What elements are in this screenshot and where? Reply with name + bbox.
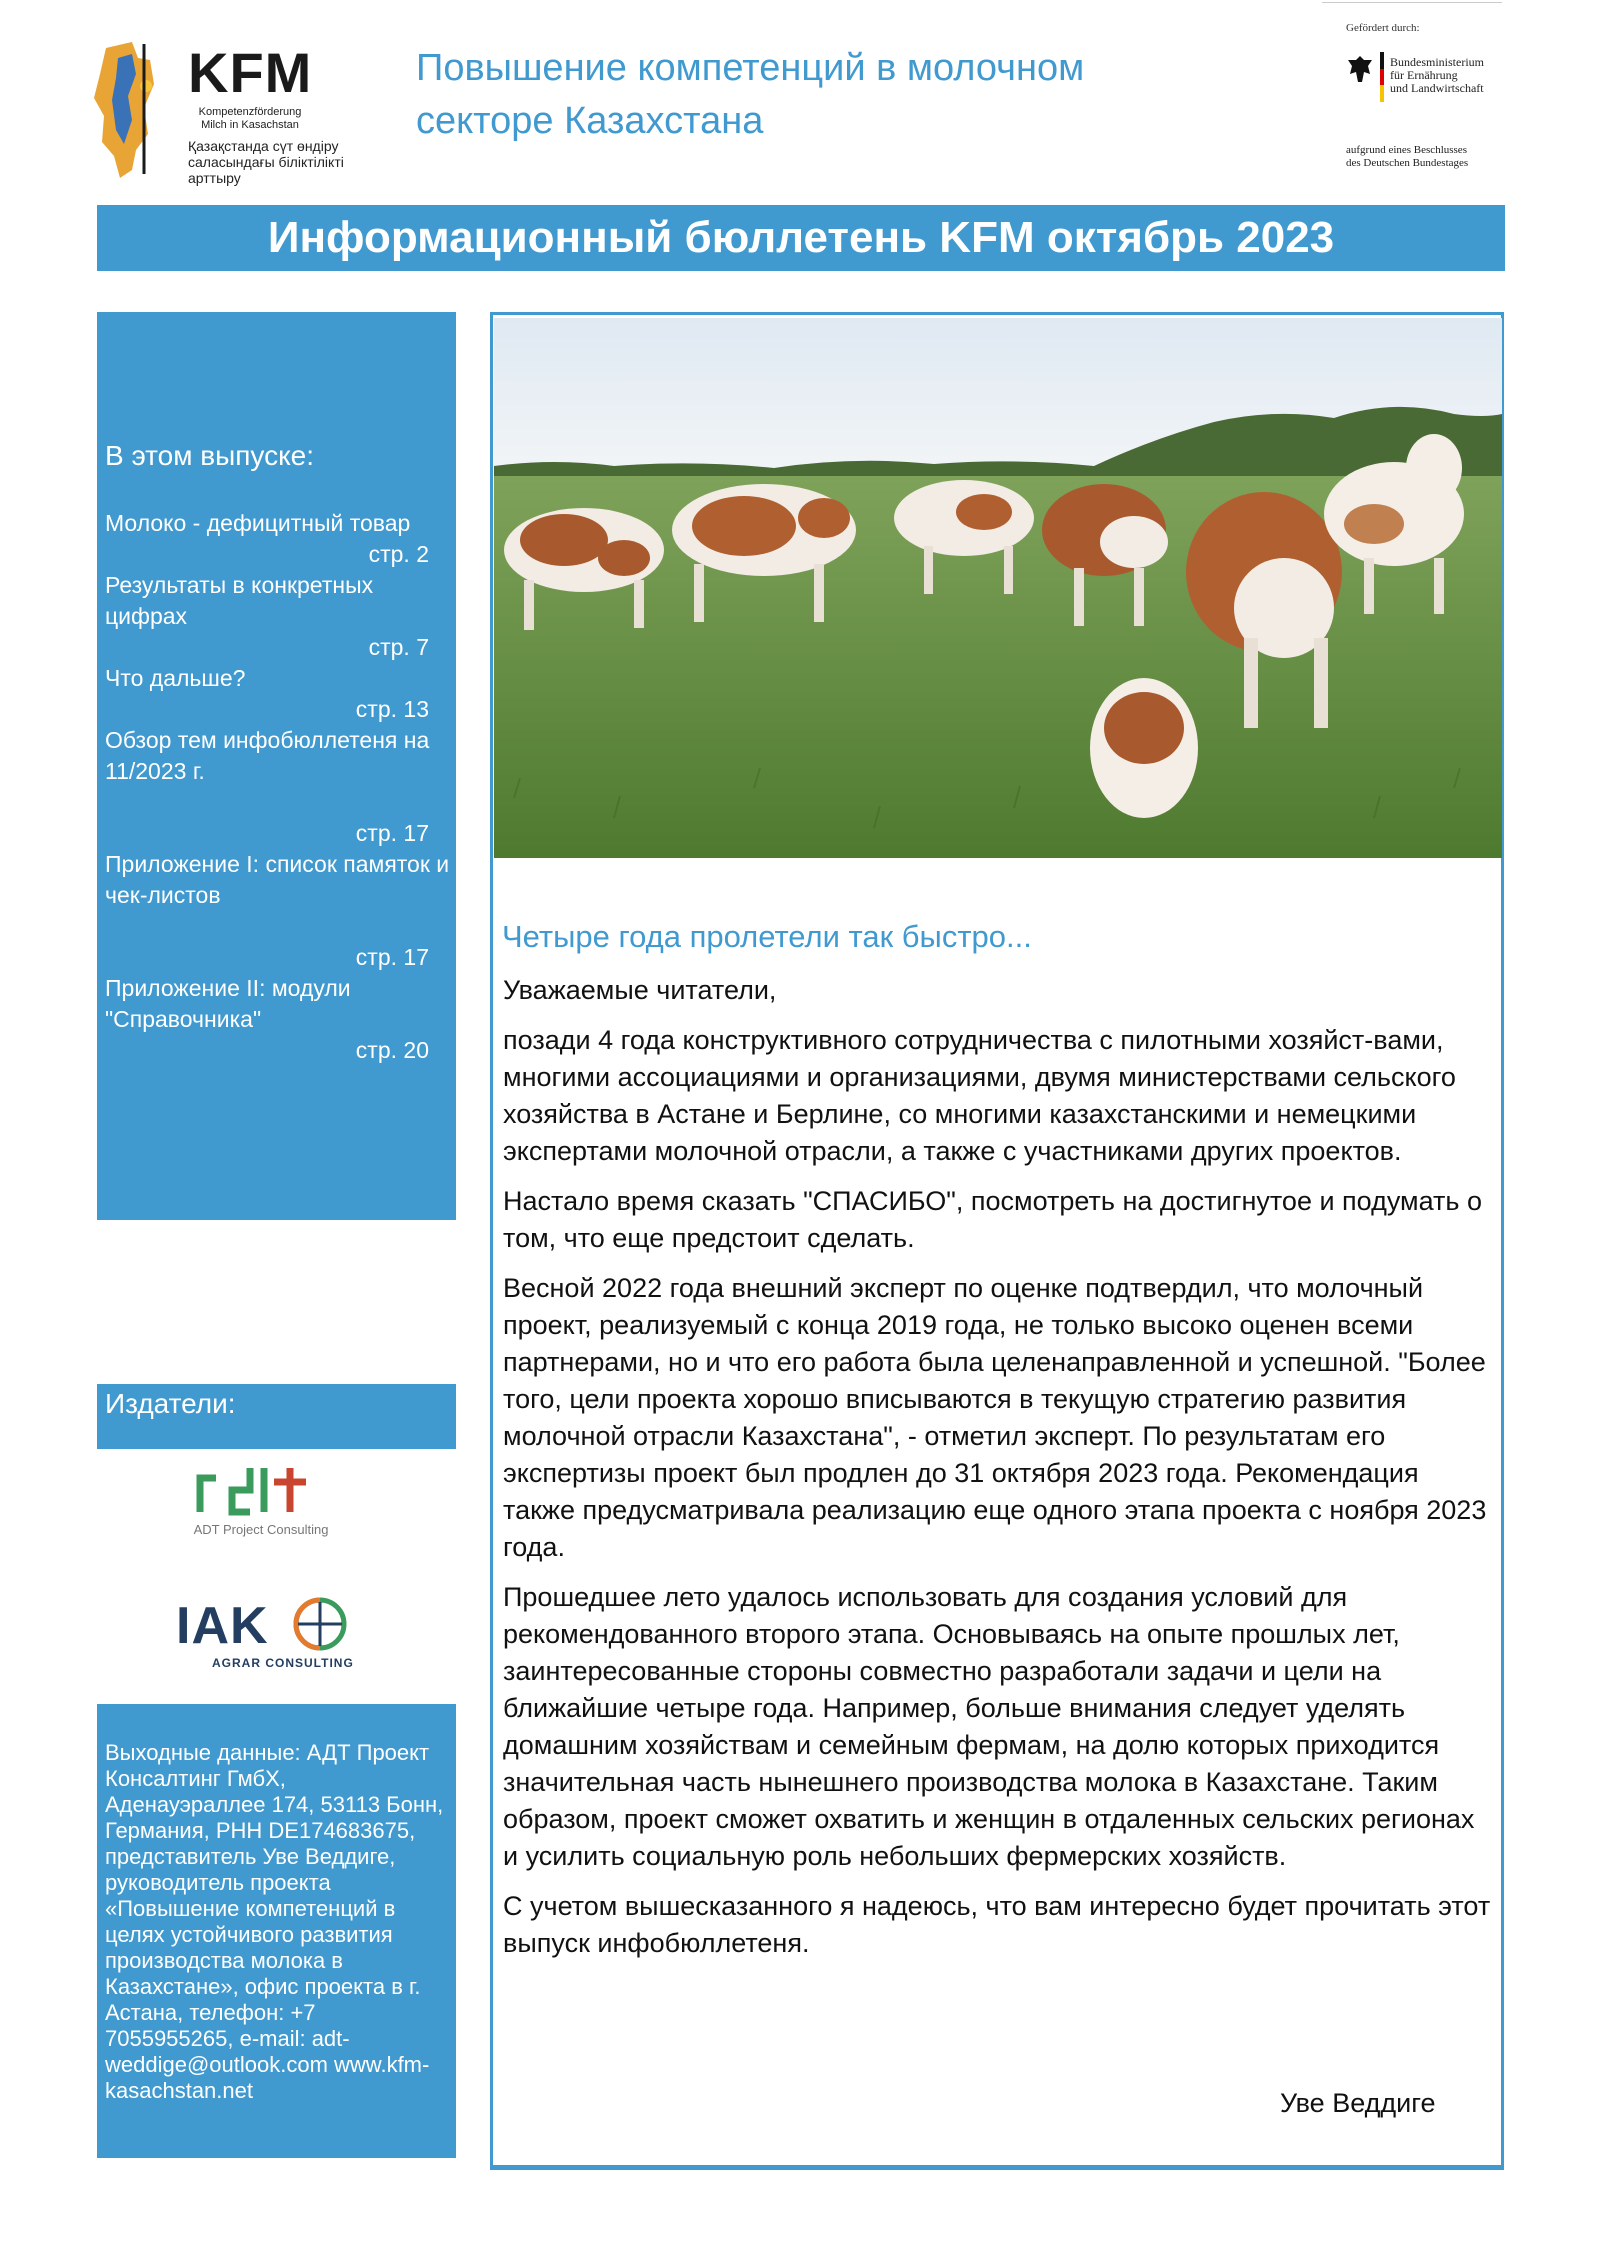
cows-grazing-image [494, 318, 1502, 858]
globe-icon [290, 1594, 350, 1654]
kazakhstan-map-icon [92, 38, 162, 180]
toc-item-title[interactable]: Результаты в конкретных цифрах [105, 572, 374, 629]
federal-eagle-icon [1346, 54, 1374, 84]
article-paragraph: Настало время сказать "СПАСИБО", посмотреть на достигнутое и подумать о том, что еще предстоит сделать. [503, 1186, 1482, 1253]
funder-basis: aufgrund eines Beschlusses des Deutschen Bundestages [1346, 144, 1469, 169]
divider [1322, 2, 1502, 3]
toc-item-title[interactable]: Молоко - дефицитный товар [105, 510, 411, 536]
contents-heading: В этом выпуске: [105, 440, 315, 471]
article-title: Четыре года пролетели так быстро... [502, 919, 1032, 954]
article-paragraph: Весной 2022 года внешний эксперт по оценке подтвердил, что молочный проект, реализуемый с конца 2019 года, не только высоко оценен всеми партнерами, но и что его работа была целенаправленной и успешной. "Более того, цели проекта хорошо вписываются в текущую стратегию развития молочной отрасли Казахстана", - отметил эксперт. По результатам его экспертизы проект был продлен до 31 октября 2023 года. Рекомендация также предусматривала реализацию еще одного этапа проекта с ноября 2023 года. [503, 1273, 1487, 1562]
toc-item-title[interactable]: Приложение I: список памяток и чек-листов [105, 851, 450, 908]
iak-name: IAK [176, 1597, 269, 1655]
article-body [503, 972, 1493, 1975]
iak-logo [176, 1594, 366, 1674]
toc-item-page[interactable]: стр. 7 [368, 634, 429, 660]
logo-title: KFM [188, 41, 313, 104]
adt-caption: ADT Project Consulting [193, 1522, 329, 1537]
toc-item-title[interactable]: Обзор тем инфобюллетеня на 11/2023 г. [105, 727, 430, 784]
author-signature: Уве Веддиге [1280, 2088, 1436, 2118]
logo-subtitle: Kompetenzförderung Milch in Kasachstan [198, 106, 302, 131]
article-paragraph: позади 4 года конструктивного сотрудничества с пилотными хозяйст-вами, многими ассоциациями и организациями, двумя министерствами сельского хозяйства в Астане и Берлине, со многими казахстанскими и немецкими экспертами молочной отрасли, а также с участниками других проектов. [503, 1025, 1456, 1166]
toc-item-page[interactable]: стр. 13 [355, 696, 429, 722]
toc-item-page[interactable]: стр. 17 [355, 944, 429, 970]
toc-item-page[interactable]: стр. 17 [355, 820, 429, 846]
toc-item-page[interactable]: стр. 2 [368, 541, 429, 567]
funder-logo [1322, 0, 1502, 175]
project-title: Повышение компетенций в молочном секторе Казахстана [416, 47, 1085, 142]
article-paragraph: Прошедшее лето удалось использовать для создания условий для рекомендованного второго этапа. Основываясь на опыте прошлых лет, заинтересованные стороны совместно разработали задачи и цели на ближайшие четыре года. Например, больше внимания следует уделять домашним хозяйствам и семейным фермам, на долю которых приходится значительная часть нынешнего производства молока в Казахстане. Таким образом, проект сможет охватить и женщин в отдаленных сельских регионах и усилить социальную роль небольших фермерских хозяйств. [503, 1582, 1475, 1871]
toc-item-title[interactable]: Что дальше? [105, 665, 246, 691]
logo-subtitle-kz: Қазақстанда сүт өндіру саласындағы біліктілікті арттыру [188, 138, 344, 186]
table-of-contents [105, 508, 451, 1066]
flag-bar [1380, 52, 1384, 102]
toc-item-title[interactable]: Приложение II: модули "Справочника" [105, 975, 351, 1032]
toc-item-page[interactable]: стр. 20 [355, 1037, 429, 1063]
iak-caption: AGRAR CONSULTING [212, 1656, 354, 1670]
imprint: Выходные данные: АДТ Проект Консалтинг ГмбХ, Аденауэраллее 174, 53113 Бонн, Германия, РНН DE174683675, представитель Уве Веддиге, руководитель проекта «Повышение компетенций в целях устойчивого развития производства молока в Казахстане», офис проекта в г. Астана, телефон: +7 7055955265, e-mail: adt-weddige@outlook.com www.kfm-kasachstan.net [97, 1704, 456, 2158]
article-greeting: Уважаемые читатели, [503, 975, 777, 1005]
cows-photo [494, 318, 1502, 858]
kfm-logo [92, 38, 392, 188]
funder-label: Gefördert durch: [1346, 22, 1420, 34]
funder-ministry: Bundesministerium für Ernährung und Landwirtschaft [1390, 55, 1484, 95]
publishers-heading: Издатели: [97, 1384, 456, 1449]
article-paragraph: С учетом вышесказанного я надеюсь, что вам интересно будет прочитать этот выпуск инфобюллетеня. [503, 1891, 1491, 1958]
contents-panel [97, 312, 456, 1220]
newsletter-banner: Информационный бюллетень KFM октябрь 2023 [97, 205, 1505, 271]
